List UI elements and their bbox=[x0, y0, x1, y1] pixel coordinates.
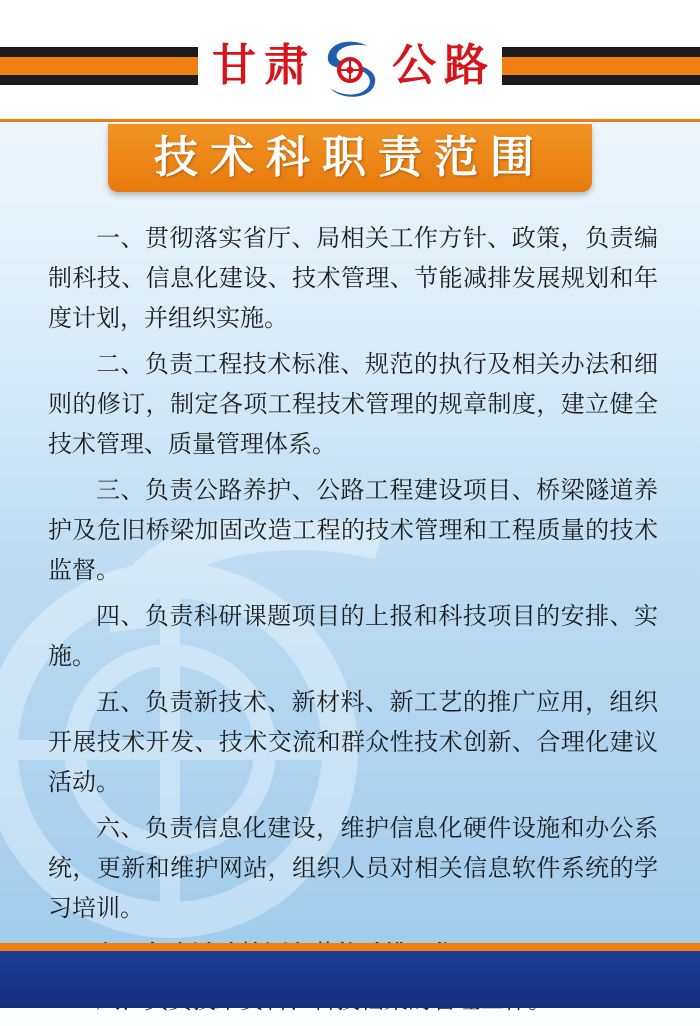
header-brand-left: 甘肃 bbox=[212, 40, 316, 91]
footer-orange-stripe bbox=[0, 943, 700, 951]
duty-item-4: 四、负责科研课题项目的上报和科技项目的安排、实施。 bbox=[48, 602, 658, 670]
title-banner bbox=[108, 124, 592, 192]
header-band-right bbox=[502, 47, 700, 85]
gansu-highway-logo-icon bbox=[318, 36, 382, 100]
header-divider bbox=[0, 119, 700, 122]
duties-list bbox=[48, 218, 658, 1026]
duty-item-6: 六、负责信息化建设，维护信息化硬件设施和办公系统，更新和维护网站，组织人员对相关信息软件系统的学习培训。 bbox=[48, 814, 658, 922]
header-band-left bbox=[0, 47, 198, 85]
header bbox=[0, 0, 700, 120]
header-brand-right: 公路 bbox=[392, 40, 496, 91]
duty-item-2: 二、负责工程技术标准、规范的执行及相关办法和细则的修订，制定各项工程技术管理的规章制度，建立健全技术管理、质量管理体系。 bbox=[48, 350, 658, 458]
duty-item-1: 一、贯彻落实省厅、局相关工作方针、政策，负责编制科技、信息化建设、技术管理、节能减排发展规划和年度计划，并组织实施。 bbox=[48, 224, 658, 332]
duty-item-3: 三、负责公路养护、公路工程建设项目、桥梁隧道养护及危旧桥梁加固改造工程的技术管理和工程质量的技术监督。 bbox=[48, 476, 658, 584]
page-title: 技术科职责范围 bbox=[154, 132, 546, 183]
footer-blue-band bbox=[0, 951, 700, 1008]
duty-item-5: 五、负责新技术、新材料、新工艺的推广应用，组织开展技术开发、技术交流和群众性技术创新、合理化建议活动。 bbox=[48, 688, 658, 796]
